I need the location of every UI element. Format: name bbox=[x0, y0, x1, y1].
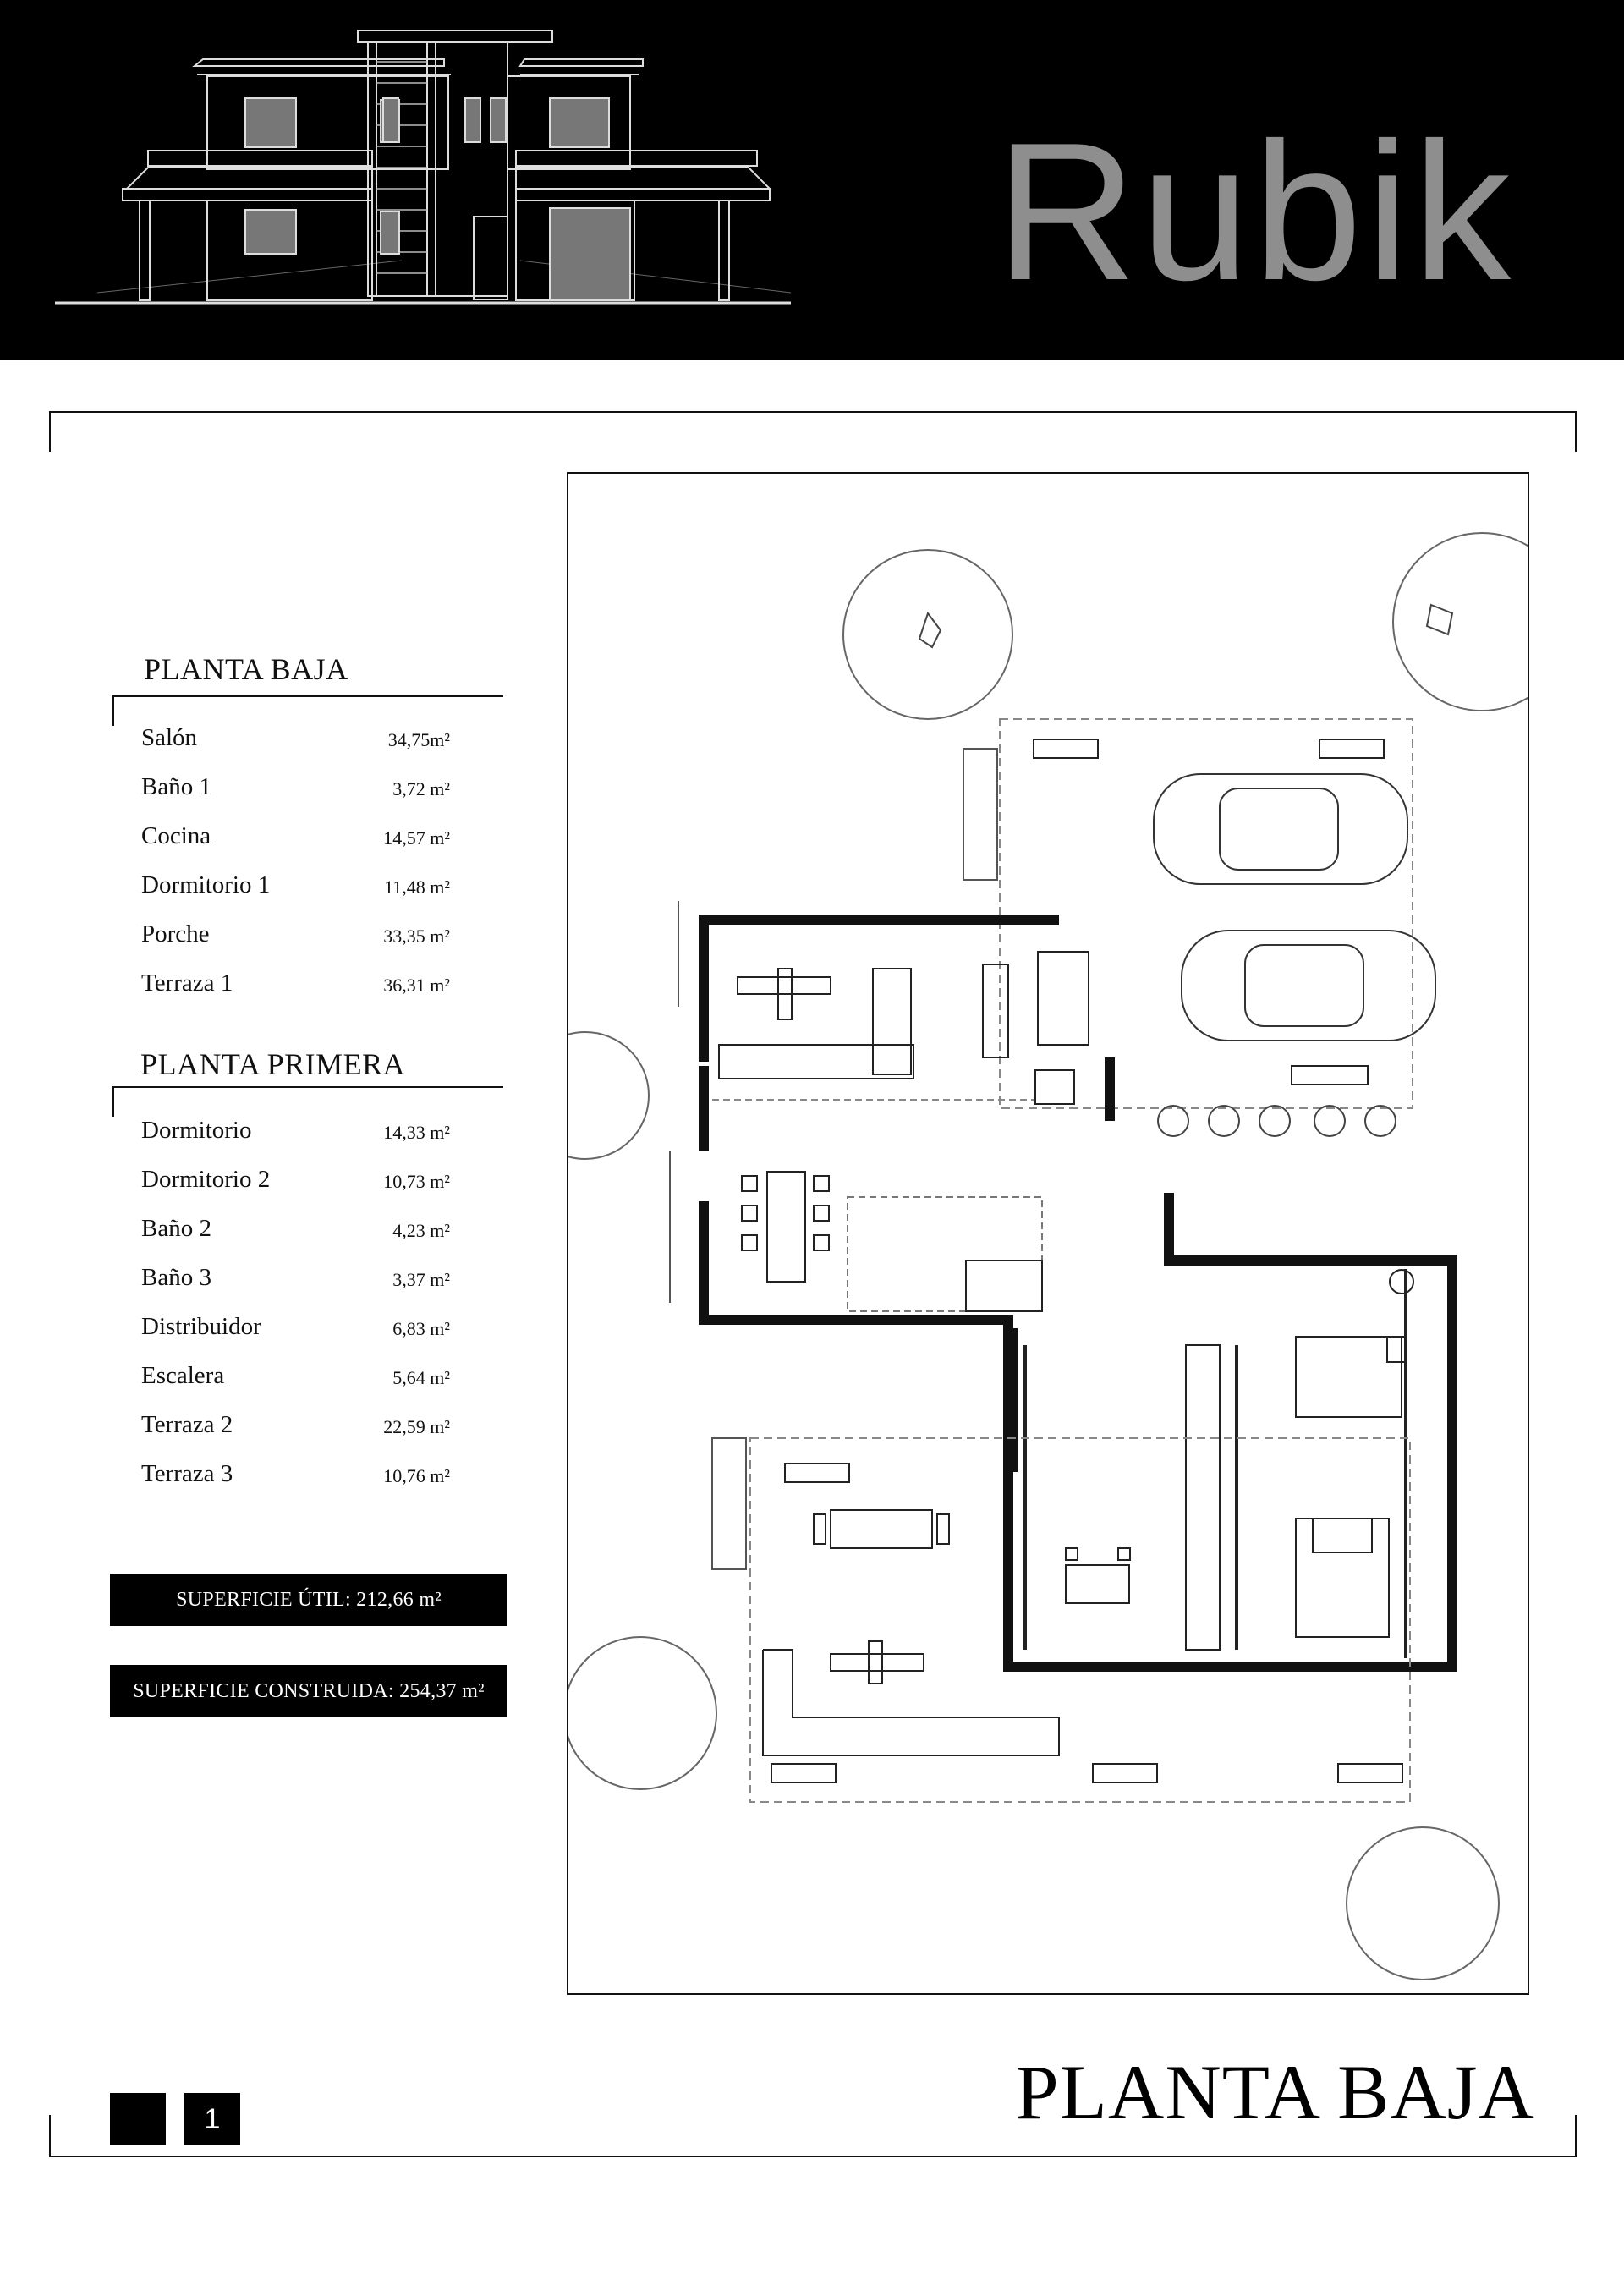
floor-plan-drawing bbox=[567, 472, 1529, 1995]
frame-bottom-rule bbox=[49, 2156, 1577, 2157]
room-row bbox=[141, 822, 450, 856]
room-area: 3,37 m² bbox=[392, 1269, 450, 1290]
room-row bbox=[141, 1313, 450, 1347]
room-name: Dormitorio 2 bbox=[141, 1166, 271, 1193]
room-area: 36,31 m² bbox=[383, 975, 450, 996]
floor-one-rule bbox=[112, 695, 503, 697]
room-name: Cocina bbox=[141, 822, 211, 849]
room-area: 14,57 m² bbox=[383, 827, 450, 849]
room-name: Dormitorio 1 bbox=[141, 871, 271, 898]
useful-area-box: SUPERFICIE ÚTIL: 212,66 m² bbox=[110, 1574, 508, 1626]
room-row bbox=[141, 871, 450, 905]
room-row bbox=[141, 1117, 450, 1151]
room-area: 10,76 m² bbox=[383, 1465, 450, 1486]
car-icon bbox=[1154, 774, 1407, 884]
room-area: 14,33 m² bbox=[383, 1122, 450, 1143]
tree-icon bbox=[568, 1032, 649, 1159]
tree-icon bbox=[843, 550, 1012, 719]
frame-top-left-tick bbox=[49, 411, 51, 452]
room-area: 10,73 m² bbox=[383, 1171, 450, 1192]
room-name: Porche bbox=[141, 920, 210, 948]
brand-name: Rubik bbox=[995, 102, 1514, 321]
page-number: 1 bbox=[184, 2093, 240, 2145]
room-name: Baño 1 bbox=[141, 773, 211, 800]
room-name: Terraza 1 bbox=[141, 969, 233, 997]
room-name: Baño 2 bbox=[141, 1215, 211, 1242]
house-elevation-drawing bbox=[47, 24, 808, 311]
room-name: Distribuidor bbox=[141, 1313, 261, 1340]
built-area-box: SUPERFICIE CONSTRUIDA: 254,37 m² bbox=[110, 1665, 508, 1717]
footer-floor-title: PLANTA BAJA bbox=[1015, 2049, 1535, 2135]
floor-two-title: PLANTA PRIMERA bbox=[140, 1047, 406, 1081]
frame-bottom-right-tick bbox=[1575, 2115, 1577, 2157]
frame-bottom-left-tick bbox=[49, 2115, 51, 2157]
room-name: Baño 3 bbox=[141, 1264, 211, 1291]
room-area: 34,75m² bbox=[387, 729, 450, 750]
room-area: 6,83 m² bbox=[392, 1318, 450, 1339]
page-marker-block bbox=[110, 2093, 166, 2145]
room-name: Terraza 2 bbox=[141, 1411, 233, 1438]
floor-one-tick bbox=[112, 695, 114, 726]
room-row bbox=[141, 1264, 450, 1298]
room-row bbox=[141, 1460, 450, 1494]
tree-icon bbox=[1347, 1827, 1499, 1980]
room-area: 22,59 m² bbox=[383, 1416, 450, 1437]
room-row bbox=[141, 1215, 450, 1249]
room-row bbox=[141, 1166, 450, 1200]
tree-icon bbox=[568, 1637, 716, 1789]
frame-top-rule bbox=[49, 411, 1577, 413]
floor-one-title: PLANTA BAJA bbox=[144, 652, 348, 686]
room-name: Terraza 3 bbox=[141, 1460, 233, 1487]
room-name: Escalera bbox=[141, 1362, 225, 1389]
room-area: 11,48 m² bbox=[384, 876, 450, 898]
frame-top-right-tick bbox=[1575, 411, 1577, 452]
floor-plan-svg bbox=[568, 474, 1528, 1993]
header-banner bbox=[0, 0, 1624, 360]
car-icon bbox=[1182, 931, 1435, 1041]
room-row bbox=[141, 1411, 450, 1445]
room-row bbox=[141, 1362, 450, 1396]
room-area: 4,23 m² bbox=[392, 1220, 450, 1241]
room-name: Dormitorio bbox=[141, 1117, 252, 1144]
room-row bbox=[141, 773, 450, 807]
room-row bbox=[141, 969, 450, 1003]
room-area: 3,72 m² bbox=[392, 778, 450, 799]
floor-two-tick bbox=[112, 1086, 114, 1117]
room-area: 33,35 m² bbox=[383, 926, 450, 947]
room-name: Salón bbox=[141, 724, 198, 751]
tree-icon bbox=[1393, 533, 1528, 711]
room-row bbox=[141, 724, 450, 758]
floor-two-rule bbox=[112, 1086, 503, 1088]
room-area: 5,64 m² bbox=[392, 1367, 450, 1388]
room-row bbox=[141, 920, 450, 954]
